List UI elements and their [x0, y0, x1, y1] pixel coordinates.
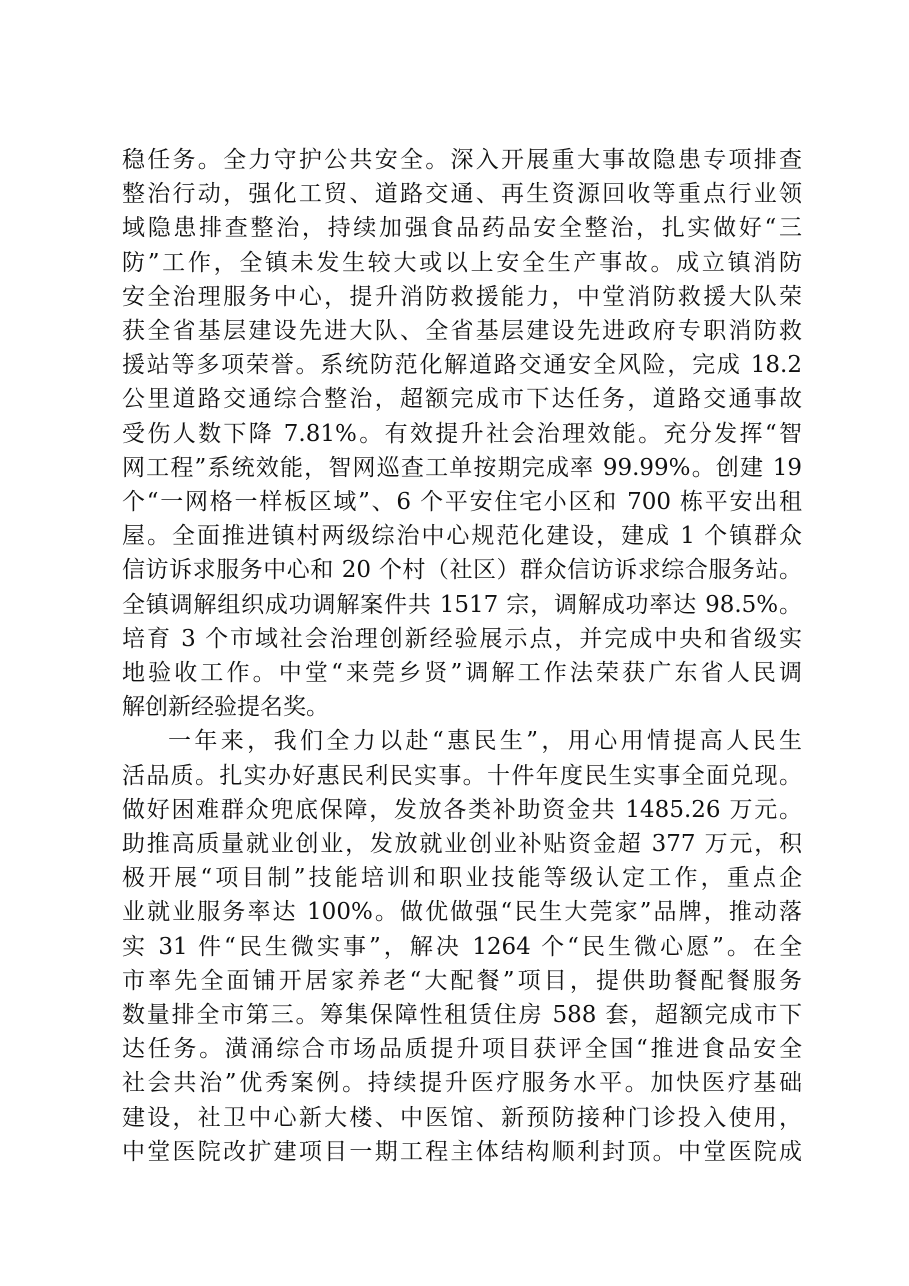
text-line: 屋。全面推进镇村两级综治中心规范化建设，建成 1 个镇群众	[122, 523, 802, 550]
text-line: 全镇调解组织成功调解案件共 1517 宗，调解成功率达 98.5%。	[122, 591, 802, 618]
text-line: 数量排全市第三。筹集保障性租赁住房 588 套，超额完成市下	[122, 1002, 802, 1029]
text-line: 网工程”系统效能，智网巡查工单按期完成率 99.99%。创建 19	[122, 454, 802, 481]
text-line: 地验收工作。中堂“来莞乡贤”调解工作法荣获广东省人民调	[122, 660, 802, 687]
text-line: 解创新经验提名奖。	[122, 694, 329, 721]
text-line: 做好困难群众兜底保障，发放各类补助资金共 1485.26 万元。	[122, 796, 802, 823]
paragraph-livelihood	[122, 724, 802, 1169]
text-line: 活品质。扎实办好惠民利民实事。十件年度民生实事全面兑现。	[122, 762, 802, 789]
text-line: 公里道路交通综合整治，超额完成市下达任务，道路交通事故	[122, 386, 802, 413]
text-line: 获全省基层建设先进大队、全省基层建设先进政府专职消防救	[122, 318, 802, 345]
text-line: 极开展“项目制”技能培训和职业技能等级认定工作，重点企	[122, 865, 802, 892]
text-line: 达任务。潢涌综合市场品质提升项目获评全国“推进食品安全	[122, 1036, 802, 1063]
text-line: 整治行动，强化工贸、道路交通、再生资源回收等重点行业领	[122, 181, 802, 208]
text-line: 培育 3 个市域社会治理创新经验展示点，并完成中央和省级实	[122, 625, 802, 652]
text-line: 个“一网格一样板区域”、6 个平安住宅小区和 700 栋平安出租	[122, 489, 802, 516]
text-line: 安全治理服务中心，提升消防救援能力，中堂消防救援大队荣	[122, 283, 802, 310]
text-line: 市率先全面铺开居家养老“大配餐”项目，提供助餐配餐服务	[122, 967, 802, 994]
text-line: 受伤人数下降 7.81%。有效提升社会治理效能。充分发挥“智	[122, 420, 802, 447]
text-line: 一年来，我们全力以赴“惠民生”，用心用情提高人民生	[168, 728, 802, 755]
text-line: 中堂医院改扩建项目一期工程主体结构顺利封顶。中堂医院成	[122, 1138, 802, 1165]
text-line: 建设，社卫中心新大楼、中医馆、新预防接种门诊投入使用，	[122, 1104, 802, 1131]
text-line: 防”工作，全镇未发生较大或以上安全生产事故。成立镇消防	[122, 249, 802, 276]
text-line: 稳任务。全力守护公共安全。深入开展重大事故隐患专项排查	[122, 147, 802, 173]
text-line: 实 31 件“民生微实事”，解决 1264 个“民生微心愿”。在全	[122, 933, 802, 960]
text-line: 域隐患排查整治，持续加强食品药品安全整治，扎实做好“三	[122, 215, 802, 242]
document-page	[122, 143, 802, 1169]
text-line: 助推高质量就业创业，发放就业创业补贴资金超 377 万元，积	[122, 831, 802, 858]
text-line: 业就业服务率达 100%。做优做强“民生大莞家”品牌，推动落	[122, 899, 802, 926]
paragraph-public-safety	[122, 143, 802, 724]
text-line: 社会共治”优秀案例。持续提升医疗服务水平。加快医疗基础	[122, 1070, 802, 1097]
text-line: 援站等多项荣誉。系统防范化解道路交通安全风险，完成 18.2	[122, 352, 802, 379]
text-line: 信访诉求服务中心和 20 个村（社区）群众信访诉求综合服务站。	[122, 557, 802, 584]
